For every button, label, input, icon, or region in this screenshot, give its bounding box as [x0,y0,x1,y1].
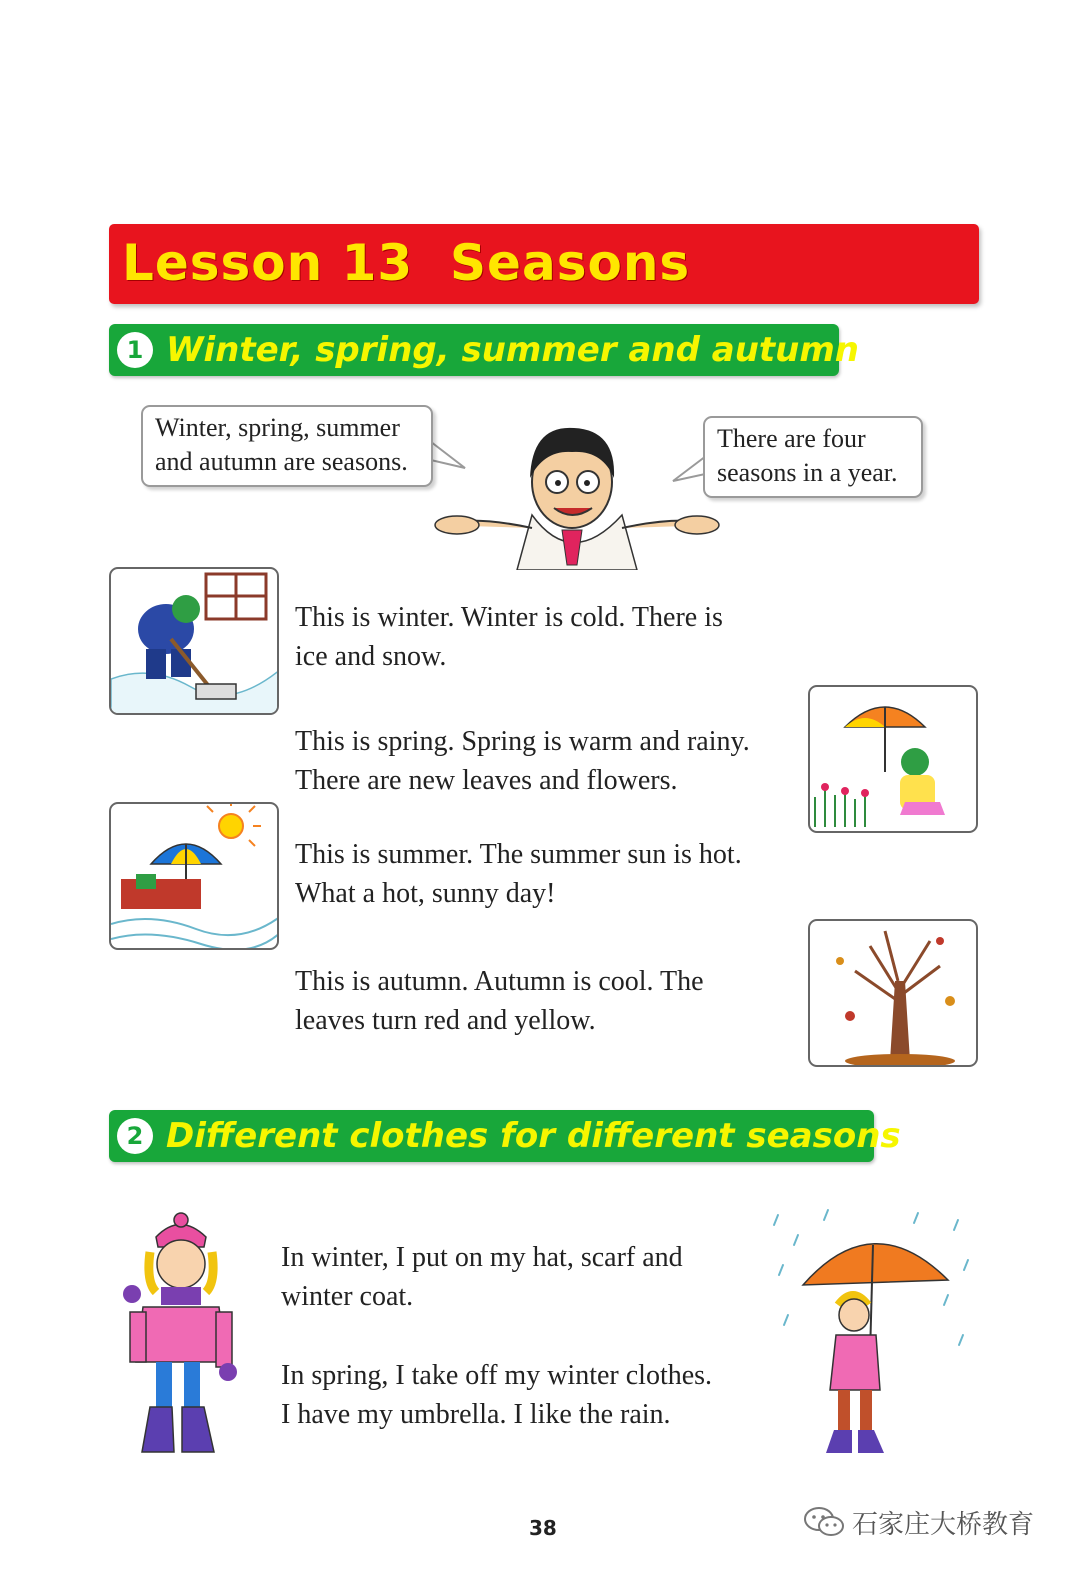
winter-shovel-illustration [111,569,279,715]
speech-bubble-left: Winter, spring, summer and autumn are seasons. [141,405,433,487]
girl-winter-coat-illustration [118,1212,248,1462]
spring-umbrella-illustration [810,687,978,833]
autumn-tree-illustration [810,921,978,1067]
autumn-picture-frame [808,919,978,1067]
winter-picture-frame [109,567,279,715]
section-1-title: Winter, spring, summer and autumn [166,330,860,370]
section-1-number: 1 [117,332,153,368]
summer-beach-illustration [111,804,279,950]
season-text-winter: This is winter. Winter is cold. There is ice and snow. [295,602,723,672]
season-text-autumn: This is autumn. Autumn is cool. The leaves turn red and yellow. [295,966,704,1036]
summer-picture-frame [109,802,279,950]
section-2-title: Different clothes for different seasons [166,1116,901,1156]
clothes-text-winter: In winter, I put on my hat, scarf and winter coat. [281,1242,683,1312]
season-text-spring: This is spring. Spring is warm and rainy. There are new leaves and flowers. [295,726,750,796]
section-2-number: 2 [117,1118,153,1154]
season-text-summer: This is summer. The summer sun is hot. What a hot, sunny day! [295,839,742,909]
girl-rain-umbrella-illustration [768,1205,978,1465]
watermark-text: 石家庄大桥教育 [852,1510,1035,1540]
wechat-icon [803,1505,847,1539]
lesson-title: Lesson 13 Seasons [122,234,691,292]
speech-bubble-right: There are four seasons in a year. [703,416,923,498]
boy-shrugging-illustration [432,420,722,570]
spring-picture-frame [808,685,978,833]
page-number: 38 [529,1516,557,1540]
clothes-text-spring: In spring, I take off my winter clothes. I have my umbrella. I like the rain. [281,1360,713,1430]
